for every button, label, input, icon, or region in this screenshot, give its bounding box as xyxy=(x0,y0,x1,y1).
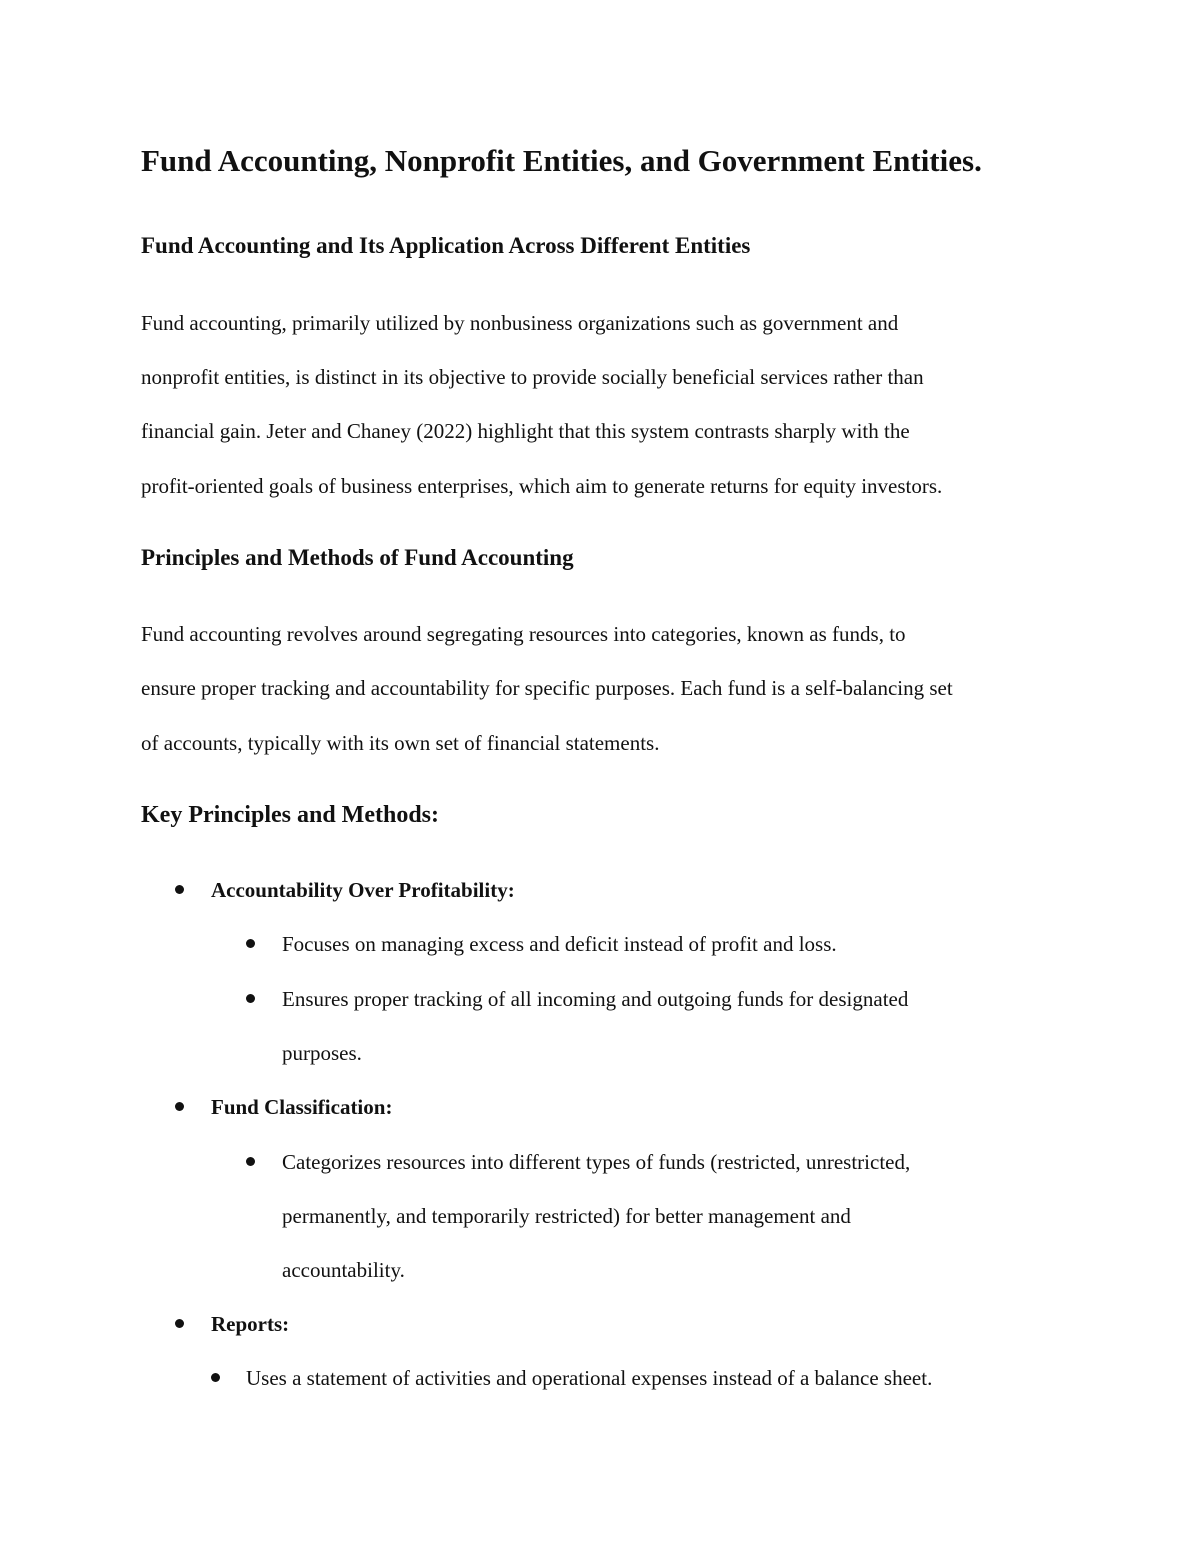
list-item-label: Reports: xyxy=(211,1312,290,1336)
paragraph-line: Fund accounting, primarily utilized by nonbusiness organizations such as government and xyxy=(141,311,899,335)
document-title: Fund Accounting, Nonprofit Entities, and Government Entities. xyxy=(141,143,982,178)
list-item-label: Fund Classification: xyxy=(211,1095,393,1119)
sub-list-item-continuation: purposes. xyxy=(282,1041,362,1065)
paragraph-line: ensure proper tracking and accountability for specific purposes. Each fund is a self-balancing set xyxy=(141,676,953,700)
sub-list-item: Focuses on managing excess and deficit instead of profit and loss. xyxy=(282,932,837,956)
sub-list-item-continuation: permanently, and temporarily restricted) for better management and xyxy=(282,1204,851,1228)
sub-list-item: Uses a statement of activities and operational expenses instead of a balance sheet. xyxy=(246,1366,933,1390)
bullet-icon xyxy=(175,885,184,894)
paragraph-line: Fund accounting revolves around segregating resources into categories, known as funds, to xyxy=(141,622,906,646)
bullet-icon xyxy=(246,939,255,948)
sub-list-item-continuation: accountability. xyxy=(282,1258,405,1282)
paragraph-line: financial gain. Jeter and Chaney (2022) highlight that this system contrasts sharply with the xyxy=(141,419,910,443)
section-heading-key-principles: Key Principles and Methods: xyxy=(141,802,439,828)
paragraph-line: nonprofit entities, is distinct in its objective to provide socially beneficial services rather than xyxy=(141,365,924,389)
section-heading-principles-methods: Principles and Methods of Fund Accounting xyxy=(141,545,574,570)
paragraph-line: of accounts, typically with its own set of financial statements. xyxy=(141,731,660,755)
sub-list-item: Ensures proper tracking of all incoming and outgoing funds for designated xyxy=(282,987,909,1011)
bullet-icon xyxy=(246,994,255,1003)
list-item-label: Accountability Over Profitability: xyxy=(211,878,515,902)
bullet-icon xyxy=(175,1102,184,1111)
paragraph-line: profit-oriented goals of business enterprises, which aim to generate returns for equity investors. xyxy=(141,474,943,498)
bullet-icon xyxy=(246,1157,255,1166)
section-heading-fund-accounting-application: Fund Accounting and Its Application Across Different Entities xyxy=(141,233,751,258)
sub-list-item: Categorizes resources into different types of funds (restricted, unrestricted, xyxy=(282,1150,911,1174)
bullet-icon xyxy=(211,1373,220,1382)
bullet-icon xyxy=(175,1319,184,1328)
